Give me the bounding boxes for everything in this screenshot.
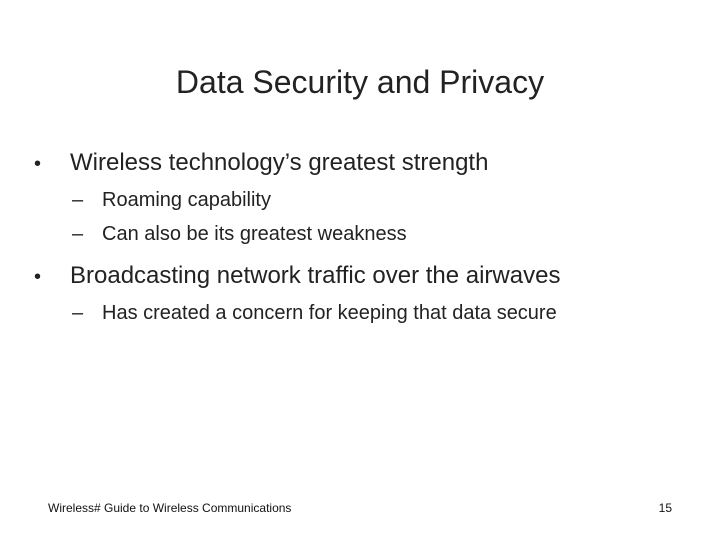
bullet-icon: • bbox=[34, 266, 42, 288]
sub-item bbox=[72, 183, 694, 217]
dash-icon: – bbox=[72, 223, 84, 245]
bullet-text: Broadcasting network traffic over the airwaves bbox=[70, 262, 561, 289]
page-number: 15 bbox=[658, 501, 672, 515]
sub-item bbox=[72, 217, 694, 251]
sub-item-text: Can also be its greatest weakness bbox=[102, 223, 407, 245]
sub-list bbox=[72, 296, 694, 330]
sub-item-text: Roaming capability bbox=[102, 189, 271, 211]
sub-item-text: Has created a concern for keeping that data secure bbox=[102, 302, 557, 324]
bullet-icon: • bbox=[34, 153, 42, 175]
dash-icon: – bbox=[72, 302, 84, 324]
sub-list bbox=[72, 183, 694, 251]
bullet-item bbox=[34, 259, 694, 294]
bullet-item bbox=[34, 146, 694, 181]
sub-item bbox=[72, 296, 694, 330]
slide-title: Data Security and Privacy bbox=[175, 64, 545, 100]
dash-icon: – bbox=[72, 189, 84, 211]
footer-source: Wireless# Guide to Wireless Communications bbox=[48, 501, 292, 515]
slide-content bbox=[34, 146, 694, 330]
bullet-text: Wireless technology’s greatest strength bbox=[70, 149, 489, 176]
